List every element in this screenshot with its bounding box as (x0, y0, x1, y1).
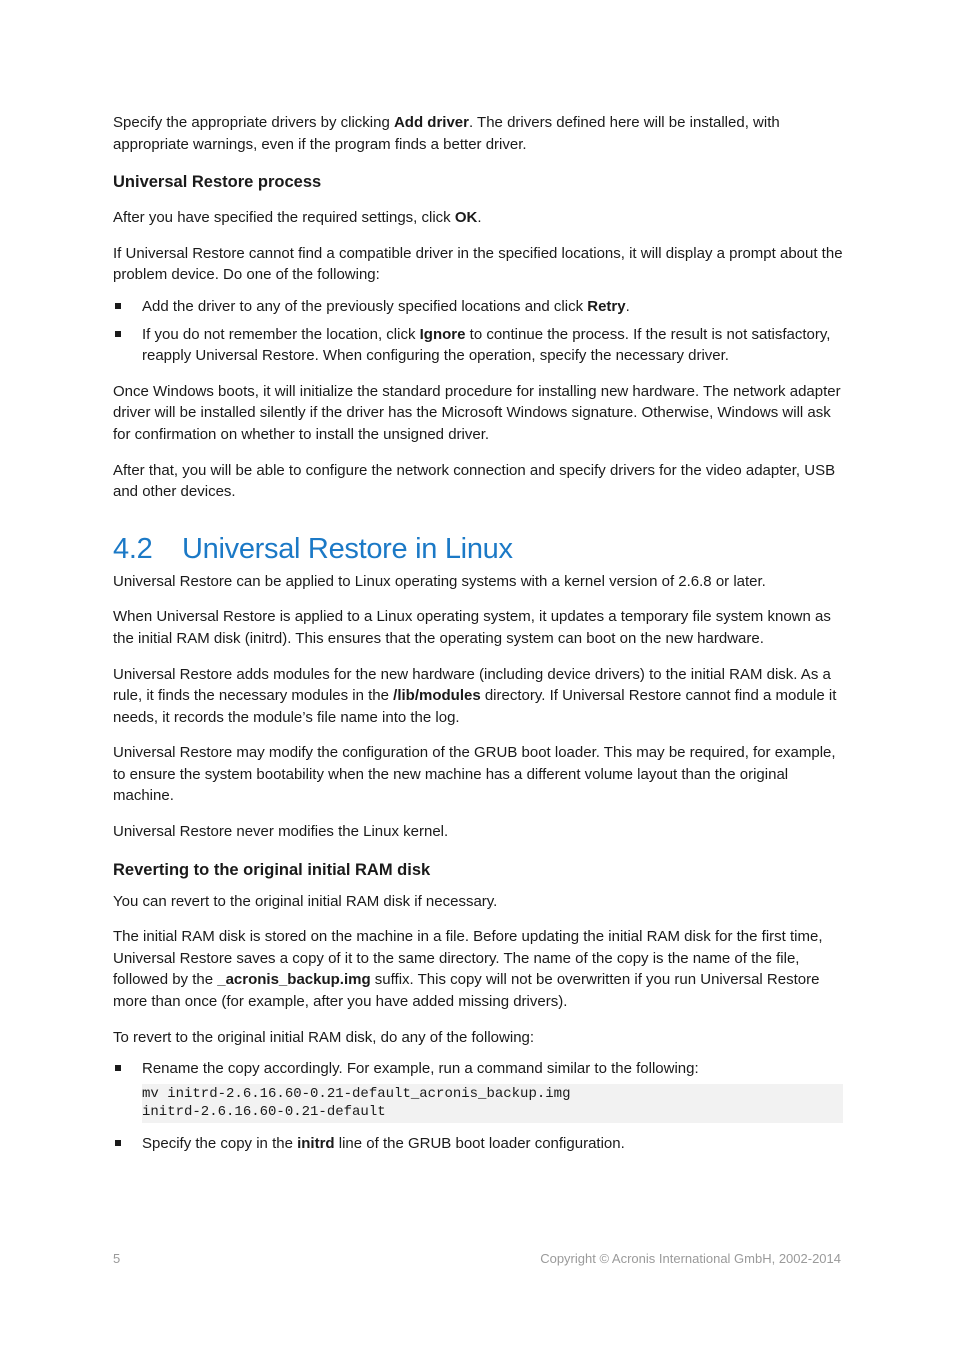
backup-suffix-term: _acronis_backup.img (217, 971, 371, 989)
heading-reverting-initial-ram-disk: Reverting to the original initial RAM disk (113, 860, 431, 879)
code-block: mv initrd-2.6.16.60-0.21-default_acronis_backup.img initrd-2.6.16.60-0.21-default (142, 1084, 843, 1123)
linux-paragraph-1: Universal Restore can be applied to Linux operating systems with a kernel version of 2.6.8 or later. (113, 572, 766, 590)
add-driver-term: Add driver (393, 114, 469, 131)
document-body (113, 112, 843, 1154)
page-number: 5 (113, 1251, 121, 1266)
copyright-notice: Copyright © Acronis International GmbH, 2002-2014 (540, 1251, 841, 1266)
bullet-icon (115, 1140, 121, 1146)
process-paragraph-1: After you have specified the required settings, click OK. (113, 209, 482, 227)
revert-paragraph-2: The initial RAM disk is stored on the machine in a file. Before updating the initial RAM disk for the first time, Universal Restore saves a copy of it to the same directory. The name of the copy is the name of the file, followed by the _acronis_backup.img suffix. This copy will not be overwritten if you run Universal Restore more than once (for example, after you have added missing drivers). (113, 928, 823, 1011)
linux-paragraph-3: Universal Restore adds modules for the new hardware (including device drivers) to the initial RAM disk. As a rule, it finds the necessary modules in the /lib/modules directory. If Universal Restore cannot find a module it needs, it records the module’s file name into the log. (113, 665, 837, 726)
bullet-icon (115, 1065, 121, 1071)
linux-paragraph-2: When Universal Restore is applied to a Linux operating system, it updates a temporary file system known as the initial RAM disk (initrd). This ensures that the operating system can boot on the new hardware. (113, 608, 831, 647)
process-paragraph-4: After that, you will be able to configure the network connection and specify drivers for the video adapter, USB and other devices. (113, 461, 836, 501)
revert-paragraph-1: You can revert to the original initial RAM disk if necessary. (113, 892, 498, 910)
process-paragraph-2: If Universal Restore cannot find a compatible driver in the specified locations, it will display a prompt about the problem device. Do one of the following: (113, 244, 843, 284)
initrd-term: initrd (297, 1134, 335, 1152)
list-item: Specify the copy in the initrd line of the GRUB boot loader configuration. (113, 1133, 843, 1155)
linux-paragraph-4: Universal Restore may modify the configuration of the GRUB boot loader. This may be required, for example, to ensure the system bootability when the new machine has a different volume layout than the original machine. (113, 744, 836, 805)
section-title-text: Universal Restore in Linux (182, 532, 513, 565)
section-number: 4.2 (113, 532, 153, 565)
page-footer (113, 1251, 841, 1266)
intro-paragraph: Specify the appropriate drivers by clicking Add driver. The drivers defined here will be installed, with appropriate warnings, even if the program finds a better driver. (113, 114, 780, 153)
bullet-icon (115, 331, 121, 337)
process-paragraph-3: Once Windows boots, it will initialize the standard procedure for installing new hardware. The network adapter driver will be installed silently if the driver has the Microsoft Windows signature. Otherwise, Windows will ask for confirmation on whether to install the unsigned driver. (113, 382, 841, 443)
lib-modules-term: /lib/modules (393, 687, 481, 705)
revert-paragraph-3: To revert to the original initial RAM disk, do any of the following: (113, 1028, 535, 1046)
section-title-linux (113, 531, 843, 567)
revert-options-list (113, 1058, 843, 1154)
bullet-icon (115, 303, 121, 309)
list-item: If you do not remember the location, click Ignore to continue the process. If the result is not satisfactory, reapply Universal Restore. When configuring the operation, specify the necessary driver. (113, 324, 843, 367)
ignore-term: Ignore (419, 325, 466, 343)
heading-universal-restore-process: Universal Restore process (113, 173, 322, 192)
retry-term: Retry (587, 297, 626, 315)
process-options-list (113, 296, 843, 367)
list-item: Add the driver to any of the previously specified locations and click Retry. (113, 296, 843, 318)
linux-paragraph-5: Universal Restore never modifies the Linux kernel. (113, 823, 449, 841)
list-item: Rename the copy accordingly. For example, run a command similar to the following: mv initrd-2.6.16.60-0.21-default_acronis_backup.img initrd-2.6.16.60-0.21-default (113, 1058, 843, 1123)
ok-term: OK (454, 209, 478, 227)
